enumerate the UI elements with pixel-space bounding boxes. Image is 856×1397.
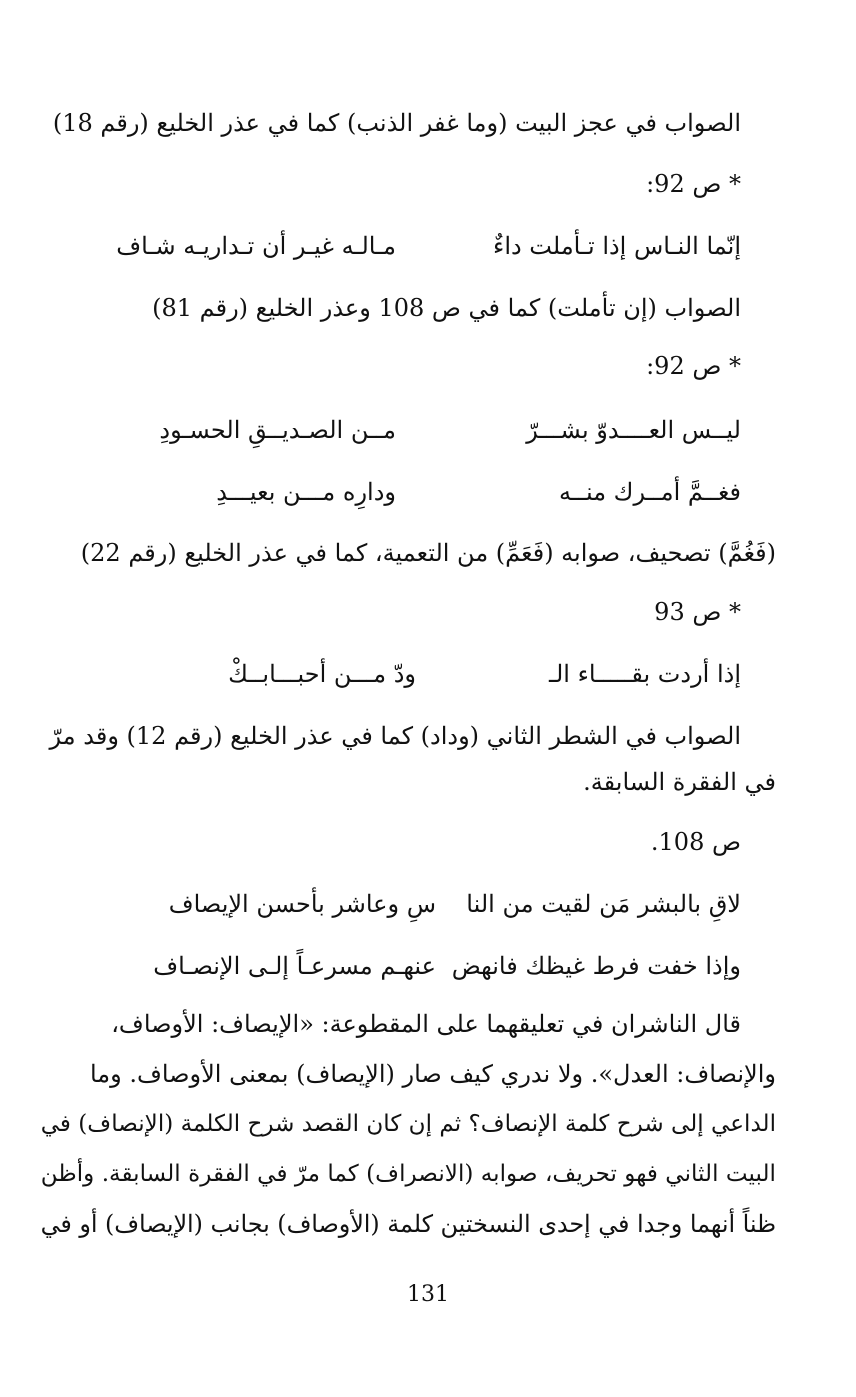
text-line: قال الناشران في تعليقهما على المقطوعة: «الإيصاف: الأوصاف، [111,1010,741,1038]
text-line: البيت الثاني فهو تحريف، صوابه (الانصراف) كما مرّ في الفقرة السابقة. وأظن [40,1161,776,1187]
text-line: (فَغُمَّ) تصحيف، صوابه (فَعَمِّ) من التعمية، كما في عذر الخليع (رقم 22) [80,539,776,567]
verse-hemistich-second: ودارِه مـــن بعيـــدِ [216,478,396,506]
verse-hemistich-first: ليــس العــــدوّ بشـــرّ [526,416,741,444]
section-heading: * ص 93 [654,598,741,626]
section-heading: ص 108. [650,828,741,856]
verse-hemistich-first: إنّما النـاس إذا تـأملت داءٌ [493,232,741,260]
verse-hemistich-second: عنهـم مسرعـاً إلـى الإنصـاف [153,952,436,980]
text-line: الصواب في عجز البيت (وما غفر الذنب) كما في عذر الخليع (رقم 18) [52,109,741,137]
text-line: ظناً أنهما وجدا في إحدى النسختين كلمة (الأوصاف) بجانب (الإيصاف) أو في [40,1210,776,1238]
verse-hemistich-second: سِ وعاشر بأحسن الإيصاف [168,890,436,918]
section-heading: * ص 92: [646,170,741,198]
verse-hemistich-second: مـالـه غيـر أن تـداريـه شـاف [116,232,396,260]
section-heading: * ص 92: [646,352,741,380]
verse-hemistich-first: وإذا خفت فرط غيظك فانهض [451,952,741,980]
verse-hemistich-second: ودّ مـــن أحبـــابــكْ [228,660,416,688]
page-number: 131 [407,1282,449,1307]
text-line: في الفقرة السابقة. [583,768,776,796]
text-line: الصواب (إن تأملت) كما في ص 108 وعذر الخليع (رقم 81) [152,294,741,322]
verse-hemistich-first: لاقِ بالبشر مَن لقيت من النا [466,890,741,918]
verse-hemistich-first: فغــمَّ أمــرك منــه [559,478,741,506]
text-line: والإنصاف: العدل». ولا ندري كيف صار (الإيصاف) بمعنى الأوصاف. وما [89,1060,776,1088]
verse-hemistich-second: مــن الصـديــقِ الحسـودِ [159,416,396,444]
text-line: الداعي إلى شرح كلمة الإنصاف؟ ثم إن كان القصد شرح الكلمة (الإنصاف) في [40,1111,776,1137]
text-line: الصواب في الشطر الثاني (وداد) كما في عذر الخليع (رقم 12) وقد مرّ [49,722,741,750]
verse-hemistich-first: إذا أردت بقـــــاء الـ [548,660,741,688]
